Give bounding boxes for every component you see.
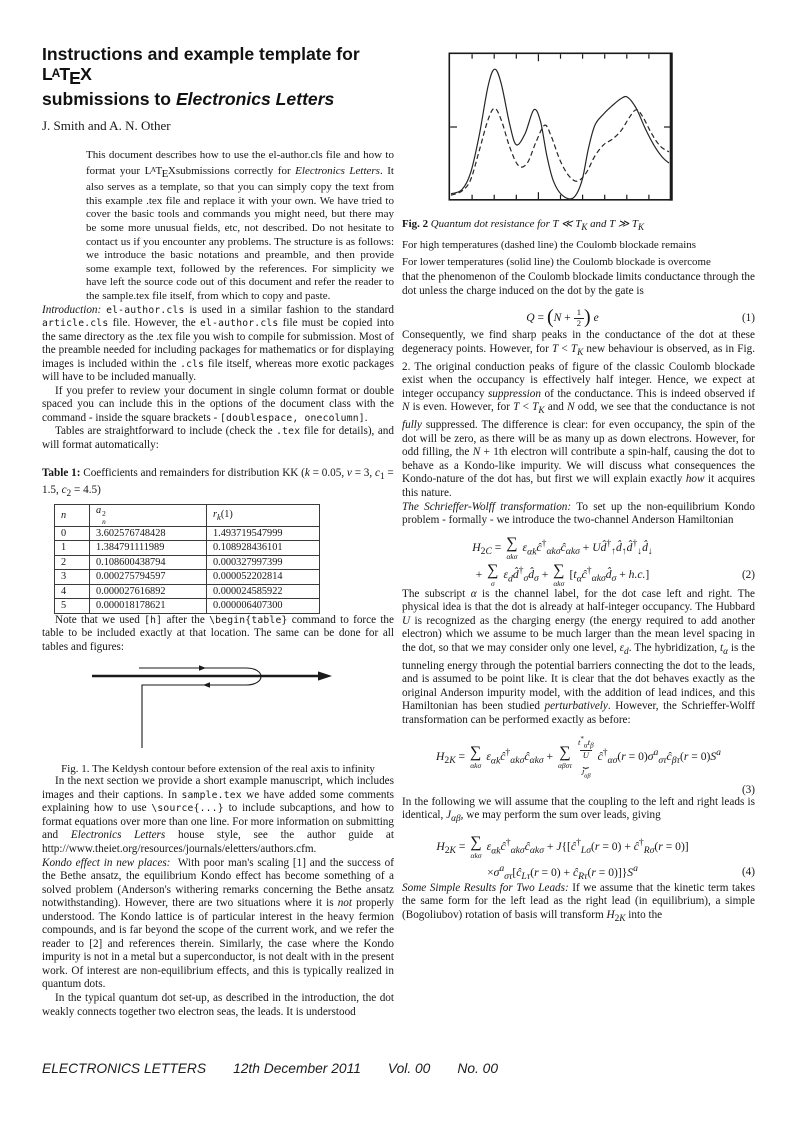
journal-footer bbox=[42, 1061, 498, 1076]
table1-col-a: a 2 n bbox=[90, 505, 207, 526]
equation-4-number: (4) bbox=[741, 866, 755, 879]
table-row: 4 0.000027616892 0.000024585922 bbox=[55, 584, 320, 599]
equation-1-number: (1) bbox=[741, 311, 755, 324]
fig2-caption-line1: Fig. 2 Quantum dot resistance for T ≪ $T_K$ and T ≫ $T_K$ bbox=[402, 218, 644, 233]
table-row: 0 3.602576748428 1.493719547999 bbox=[55, 526, 320, 541]
intro-paragraph-3: Tables are straightforward to include (check the .tex file for details), and will format automatically: bbox=[42, 425, 394, 452]
equation-4 bbox=[402, 835, 755, 882]
equation-2-line2: + ∑ σ $\varepsilon_dd̂^\dagger_\sigma d̂_\sigma$ + ∑ αkσ $[t_\alpha ĉ^\dagger_{\alpha k\sigma}d̂_\sigma + h.c.]$ bbox=[475, 562, 650, 589]
equation-3 bbox=[402, 735, 755, 795]
following-paragraph: In the following we will assume that the coupling to the left and right leads is identical, $J_{\alpha\beta}$, we may perform the sum over leads, giving bbox=[402, 795, 755, 825]
contour-arrow-back bbox=[203, 682, 210, 688]
table-row: 5 0.000018178621 0.000006407300 bbox=[55, 599, 320, 614]
simple-results-paragraph: Some Simple Results for Two Leads: If we assume that the kinetic term takes the same form for the left lead as the right lead (in equilibrium), a simple (Bogoliubov) rotation of basis will transform $H_{2K}$ into the bbox=[402, 881, 755, 925]
intro-paragraph-1: Introduction: el-author.cls is used in a similar fashion to the standard article.cls file. However, the el-author.cls file must be copied into the same directory as the .tex file you wish to compile for submission. Most of the preamble needed for including packages for mathematics or for displaying images is included within the .cls file itself, whereas more exotic packages will have to be included manually. bbox=[42, 303, 394, 384]
fig2-caption-line2: For high temperatures (dashed line) the Coulomb blockade remains bbox=[402, 238, 696, 251]
kondo-paragraph-1: Kondo effect in new places: With poor man's scaling [1] and the success of the Bethe ansatz, the equilibrium Kondo effect has become something of a solved problem (Anderson's withering remarks concerning the Bethe ansatz notwithstanding). However, there are two situations where it is not properly understood. The Kondo lattice is of particular interest in the heavy fermion compounds, and is far beyond the scope of the current work, and we refer the reader to [2] and references therein. Similarly, the case where the Kondo impurity is not in a metal but a superconductor, is not dealt with in the present work. Of interest are non-equilibrium effects, and this is typically realized in quantum dots. bbox=[42, 856, 394, 991]
table-header-row bbox=[55, 505, 320, 526]
schrieffer-wolff-paragraph: The Schrieffer-Wolff transformation: To set up the non-equilibrium Kondo problem - formally - we introduce the two-channel Anderson Hamiltonian bbox=[402, 500, 755, 527]
note-paragraph: Note that we used [h] after the \begin{table} command to force the table to be included exactly at that location. The same can be done for all tables and figures: bbox=[42, 613, 394, 653]
equation-2-line1: $H_{2C}$ = ∑ αkσ $\varepsilon_{\alpha k}ĉ^\dagger_{\alpha k\sigma}ĉ_{\alpha k\sigma}$ + $Ud̂^\dagger_↑d̂_↑d̂^\dagger_↓d̂_↓$ bbox=[472, 534, 653, 561]
footer-journal: ELECTRONICS LETTERS bbox=[42, 1061, 207, 1076]
keldysh-contour-figure bbox=[42, 660, 394, 750]
fig2-plot bbox=[448, 52, 674, 202]
contour-arrow-forward bbox=[199, 665, 206, 671]
abstract: This document describes how to use the el-author.cls file and how to format your $L^ATEXsubmissions$ correctly for Electronics Letters. It also serves as a template, so that you can simply copy the text from this example .tex file and replace it with your own. We have tried to cover the basic tools and commands you might need, but there may be some more unusual fields, etc, not described. Do not hesitate to contact us if you encounter any problems. The structure is as follows: we introduce the basic notations and preamble, and then provide some example text, followed by the references. For simplicity we have left the source code out of this document and refer the reader to the sample.tex file itself, from which to copy and paste. bbox=[86, 149, 394, 302]
equation-4-line1: $H_{2K}$ = ∑ αkσ $\varepsilon_{\alpha k}ĉ^\dagger_{\alpha k\sigma}ĉ_{\alpha k\sigma}$ + $J\{[ĉ^\dagger_{L\sigma}(r = 0)$ + $ĉ^\dagger_{R\sigma}(r = 0)$] bbox=[436, 834, 689, 861]
table1-body bbox=[55, 526, 320, 613]
footer-volume: Vol. 00 bbox=[387, 1061, 431, 1076]
next-section-paragraph: In the next section we provide a short example manuscript, which includes images and their captions. In sample.tex we have added some comments explaining how to use \source{...} to include subcaptions, and how to format equations over more than one line. For more information on submitting and Electronics Letters house style, see the author guide at http://www.theiet.org/resources/journals/eletters/authors.cfm. bbox=[42, 775, 394, 855]
consequently-paragraph: Consequently, we find sharp peaks in the conductance of the dot at these degeneracy points. However, for $T < T_K$ new behaviour is observed, as in Fig. 2. The original conduction peaks of figure of the classic Coulomb blockade exist when the occupancy is effectively half integer. Hence, we expect at integer occupancy suppression of the conductance. This is indeed observed if N is even. However, for $T < T_K$ and N odd, we see that the conductance is not fully suppressed. The difference is clear: for even occupancy, the spin of the dot will be zero, as there will be as many up as down electrons. However, for odd filling, the N + 1th electron will contribute a spin-half, causing the dot to behave as a Kondo-like impurity. We will discuss what consequences the Kondo-nature of the dot has, but first we will explain exactly how it acquires this nature. bbox=[402, 329, 756, 499]
subscript-paragraph: The subscript α is the channel label, for the dot case left and right. The physical idea is that the dot is already at half-integer occupancy. The Hubbard U is recognized as the charging energy (the energy required to add another electron) which we assume to be much larger than the mean level spacing in the dot, so that we may consider only one level, $\varepsilon_d$. The hybridization, $t_\alpha$ is the tunneling energy through the potential barriers connecting the dot to the leads, and is assumed to be point like. It is clear that the dot behaves exactly as the original Anderson impurity model, with the addition of lead indices, and this Hamiltonian has been studied perturbatively. However, the Schrieffer-Wolff transformation can be performed exactly as before: bbox=[402, 587, 756, 726]
equation-2-number: (2) bbox=[741, 569, 755, 582]
equation-1-body: Q = (N + $\frac{1}{2}$ ) e bbox=[526, 306, 599, 329]
right-column bbox=[402, 38, 755, 927]
footer-date: 12th December 2011 bbox=[233, 1061, 361, 1076]
equation-3-body: $H_{2K}$ = ∑ αkσ $\varepsilon_{\alpha k}ĉ^\dagger_{\alpha k\sigma}ĉ_{\alpha k\sigma}$ + ∑ αβστ $\frac{t^*_\alpha t_\beta}{U}$ ⏟ $J_{\alpha\beta}$ $ĉ^\dagger_{\alpha\sigma}(r$ = $0)\sigma^a_{\sigma\tau}ĉ_{\beta\tau}(r = 0)S^a$ bbox=[436, 735, 721, 780]
table-row: 1 1.384791111989 0.108928436101 bbox=[55, 541, 320, 556]
equation-4-line2: $\times\sigma^a_{\sigma\tau}[ĉ_{L\tau}(r = 0)$ + $ĉ_{R\tau}(r = 0)]\}S^a$ bbox=[487, 862, 638, 882]
authors: J. Smith and A. N. Other bbox=[42, 118, 171, 134]
fig2-caption-line3: For lower temperatures (solid line) the Coulomb blockade is overcome bbox=[402, 255, 711, 268]
equation-1 bbox=[402, 306, 755, 329]
equation-2 bbox=[402, 536, 755, 588]
table-row: 2 0.108600438794 0.000327997399 bbox=[55, 555, 320, 570]
intro-paragraph-2: If you prefer to review your document in single column format or double spaced you can include this in the options of the document class with the command - inside the square brackets - [doublespace, onecolumn]. bbox=[42, 384, 394, 424]
table-1 bbox=[54, 504, 320, 613]
table1-caption: Table 1: Coefficients and remainders for distribution KK (k = 0.05, v = 3, $c_1 = 1.5$, $c_2 = 4.5$) bbox=[42, 466, 394, 500]
table1-col-r: $r_k(1)$ bbox=[207, 505, 320, 526]
fig1-caption: Fig. 1. The Keldysh contour before extension of the real axis to infinity bbox=[61, 763, 375, 776]
equation-3-number: (3) bbox=[741, 783, 755, 796]
page-title: Instructions and example template for $L^ATEX$ submissions to Electronics Letters bbox=[42, 44, 360, 109]
left-column bbox=[42, 44, 394, 1019]
coulomb-paragraph: that the phenomenon of the Coulomb blockade limits conductance through the dot unless the charge induced on the dot by the gate is bbox=[402, 271, 755, 297]
kondo-paragraph-2: In the typical quantum dot set-up, as described in the introduction, the dot weakly connects together two electron seas, the leads. It is understood bbox=[42, 991, 394, 1018]
footer-number: No. 00 bbox=[457, 1061, 499, 1076]
figure-2 bbox=[448, 52, 755, 207]
axis-arrowhead bbox=[318, 672, 332, 681]
figure-1 bbox=[42, 660, 394, 750]
fig2-caption bbox=[402, 216, 755, 271]
table-row: 3 0.000275794597 0.000052202814 bbox=[55, 570, 320, 585]
series-dashed bbox=[451, 108, 669, 195]
table1-col-n: n bbox=[55, 505, 90, 526]
